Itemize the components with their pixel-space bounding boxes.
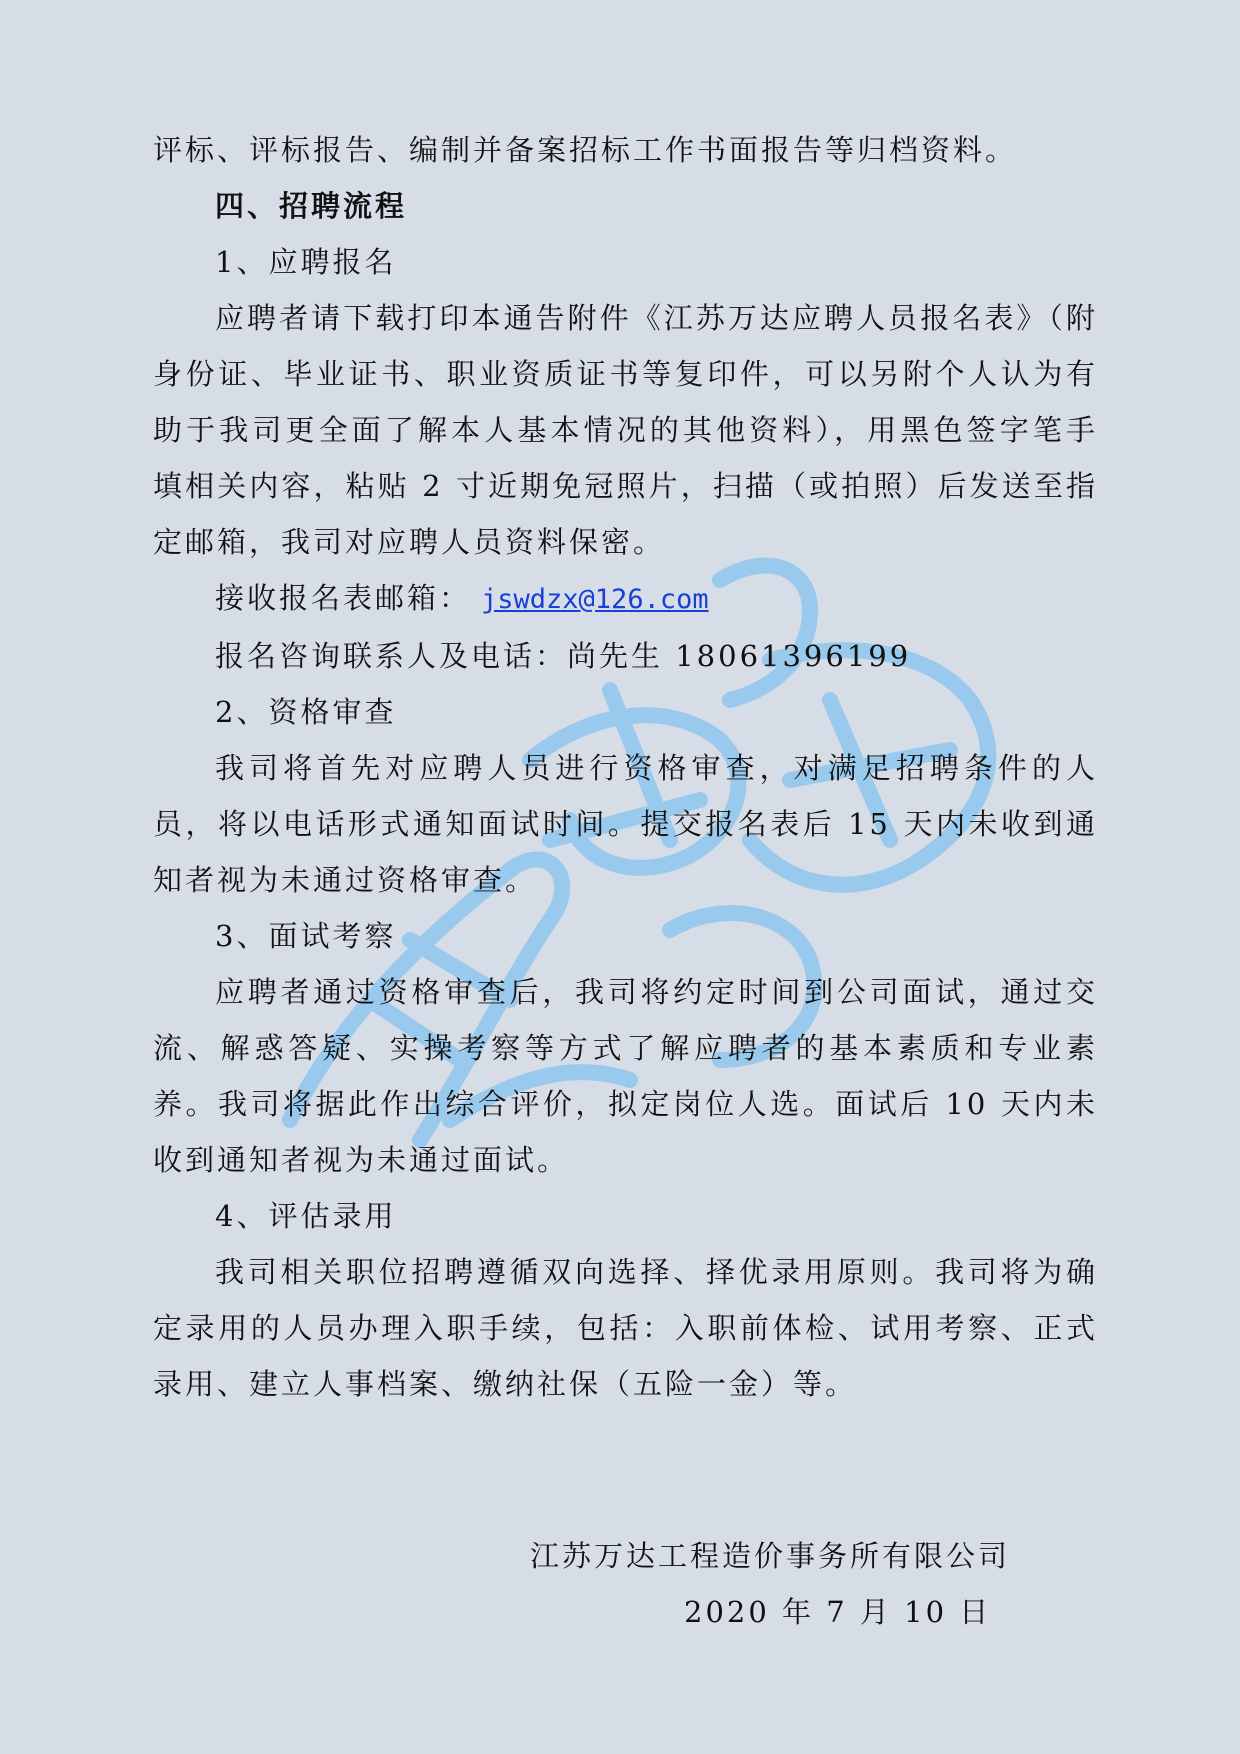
document-body — [153, 122, 1098, 1412]
step1-body: 应聘者请下载打印本通告附件《江苏万达应聘人员报名表》（附身份证、毕业证书、职业资质证书等复印件，可以另附个人认为有助于我司更全面了解本人基本情况的其他资料），用黑色签字笔手填相关内容，粘贴 2 寸近期免冠照片，扫描（或拍照）后发送至指定邮箱，我司对应聘人员资料保密。 — [153, 301, 1098, 559]
step2-title: 2、资格审查 — [215, 695, 397, 729]
step4-body: 我司相关职位招聘遵循双向选择、择优录用原则。我司将为确定录用的人员办理入职手续，包括：入职前体检、试用考察、正式录用、建立人事档案、缴纳社保（五险一金）等。 — [153, 1255, 1098, 1401]
email-link[interactable]: jswdzx@126.com — [481, 584, 709, 615]
step3-body: 应聘者通过资格审查后，我司将约定时间到公司面试，通过交流、解惑答疑、实操考察等方式了解应聘者的基本素质和专业素养。我司将据此作出综合评价，拟定岗位人选。面试后 10 天内未收到通知者视为未通过面试。 — [153, 975, 1098, 1177]
email-line — [153, 570, 1098, 628]
step2-body: 我司将首先对应聘人员进行资格审查，对满足招聘条件的人员，将以电话形式通知面试时间。提交报名表后 15 天内未收到通知者视为未通过资格审查。 — [153, 751, 1098, 897]
step1-title: 1、应聘报名 — [215, 245, 397, 279]
email-label: 接收报名表邮箱： — [215, 581, 472, 615]
document-date: 2020 年 7 月 10 日 — [684, 1595, 992, 1629]
section-heading: 四、招聘流程 — [215, 189, 408, 223]
company-signature: 江苏万达工程造价事务所有限公司 — [530, 1539, 1011, 1573]
step3-title: 3、面试考察 — [215, 919, 397, 953]
continuation-line: 评标、评标报告、编制并备案招标工作书面报告等归档资料。 — [153, 133, 1018, 167]
contact-line: 报名咨询联系人及电话：尚先生 18061396199 — [215, 639, 912, 673]
step4-title: 4、评估录用 — [215, 1199, 397, 1233]
